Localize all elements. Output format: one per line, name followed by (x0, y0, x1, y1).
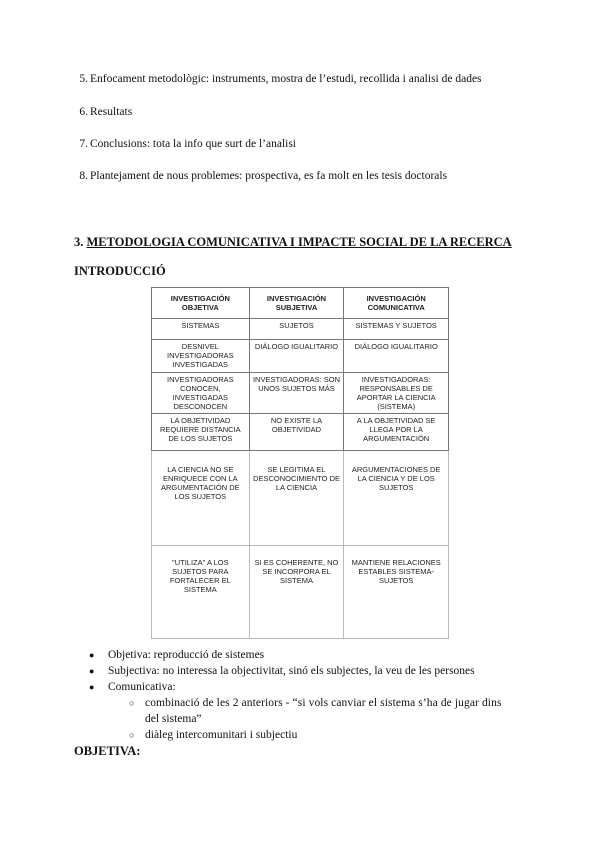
table-cell: A LA OBJETIVIDAD SE LLEGA POR LA ARGUMENTACIÓN (344, 414, 449, 451)
table-row (152, 319, 449, 340)
table-cell: DIÁLOGO IGUALITARIO (344, 340, 449, 373)
item-text: Conclusions: tota la info que surt de l’analisi (90, 138, 297, 150)
table-row (152, 546, 449, 639)
subheading-introduccio: INTRODUCCIÓ (74, 264, 166, 278)
bullet-icon: ● (89, 666, 95, 676)
table-cell: MANTIENE RELACIONES ESTABLES SISTEMA-SUJETOS (344, 546, 449, 639)
table-cell: SE LEGITIMA EL DESCONOCIMIENTO DE LA CIENCIA (249, 451, 344, 546)
sub-bullet-text-continued: del sistema” (145, 713, 202, 725)
table-row (152, 340, 449, 373)
table-cell: INVESTIGADORAS CONOCEN, INVESTIGADAS DESCONOCEN (152, 373, 250, 414)
item-text: Resultats (90, 106, 133, 118)
sub-bullet-item (0, 695, 600, 727)
item-text: Plantejament de nous problemes: prospectiva, es fa molt en les tesis doctorals (90, 170, 448, 182)
table-cell: DIÁLOGO IGUALITARIO (249, 340, 344, 373)
section-heading (74, 235, 512, 250)
item-number: 7. (79, 138, 88, 150)
bullet-item (0, 679, 600, 695)
numbered-item-8 (70, 169, 550, 183)
bullet-text: Objetiva: reproducció de sistemes (108, 649, 265, 661)
bullet-text: Comunicativa: (108, 681, 176, 693)
header-objetiva: INVESTIGACIÓN OBJETIVA (152, 288, 250, 319)
item-number: 6. (79, 106, 88, 118)
sub-bullet-icon: ○ (129, 730, 135, 740)
comparison-table (151, 287, 449, 639)
table-cell: "UTILIZA" A LOS SUJETOS PARA FORTALECER EL SISTEMA (152, 546, 250, 639)
bullet-icon: ● (89, 650, 95, 660)
section-number: 3. (74, 235, 84, 249)
table-row (152, 414, 449, 451)
table-cell: SISTEMAS Y SUJETOS (344, 319, 449, 340)
bullet-item (0, 663, 600, 679)
table-cell: LA CIENCIA NO SE ENRIQUECE CON LA ARGUMENTACIÓN DE LOS SUJETOS (152, 451, 250, 546)
sub-bullet-item (0, 727, 600, 743)
table-row (152, 373, 449, 414)
numbered-item-7 (70, 137, 550, 151)
table-cell: SUJETOS (249, 319, 344, 340)
item-number: 8. (79, 170, 88, 182)
table-cell: INVESTIGADORAS: SON UNOS SUJETOS MÁS (249, 373, 344, 414)
table-row (152, 451, 449, 546)
bullet-item (0, 647, 600, 663)
table-cell: DESNIVEL INVESTIGADORAS INVESTIGADAS (152, 340, 250, 373)
table-cell: NO EXISTE LA OBJETIVIDAD (249, 414, 344, 451)
objetiva-heading: OBJETIVA: (74, 744, 141, 758)
table-cell: INVESTIGADORAS: RESPONSABLES DE APORTAR LA CIENCIA (SISTEMA) (344, 373, 449, 414)
sub-bullet-text: combinació de les 2 anteriors - “si vols canviar el sistema s’ha de jugar dins (145, 697, 502, 709)
item-text: Enfocament metodològic: instruments, mostra de l’estudi, recollida i analisi de dades (90, 73, 482, 85)
numbered-item-6 (70, 105, 550, 119)
sub-bullet-icon: ○ (129, 698, 135, 708)
table-header-row (152, 288, 449, 319)
numbered-item-5 (70, 72, 550, 86)
bullet-icon: ● (89, 682, 95, 692)
item-number: 5. (79, 73, 88, 85)
header-comunicativa: INVESTIGACIÓN COMUNICATIVA (344, 288, 449, 319)
sub-bullet-text: diàleg intercomunitari i subjectiu (145, 729, 298, 741)
bullet-text: Subjectiva: no interessa la objectivitat, sinó els subjectes, la veu de les persones (108, 665, 475, 677)
header-subjetiva: INVESTIGACIÓN SUBJETIVA (249, 288, 344, 319)
table-cell: LA OBJETIVIDAD REQUIERE DISTANCIA DE LOS SUJETOS (152, 414, 250, 451)
table-cell: SISTEMAS (152, 319, 250, 340)
table-cell: SI ES COHERENTE, NO SE INCORPORA EL SISTEMA (249, 546, 344, 639)
section-title: METODOLOGIA COMUNICATIVA I IMPACTE SOCIAL DE LA RECERCA (86, 235, 512, 249)
table-cell: ARGUMENTACIONES DE LA CIENCIA Y DE LOS SUJETOS (344, 451, 449, 546)
